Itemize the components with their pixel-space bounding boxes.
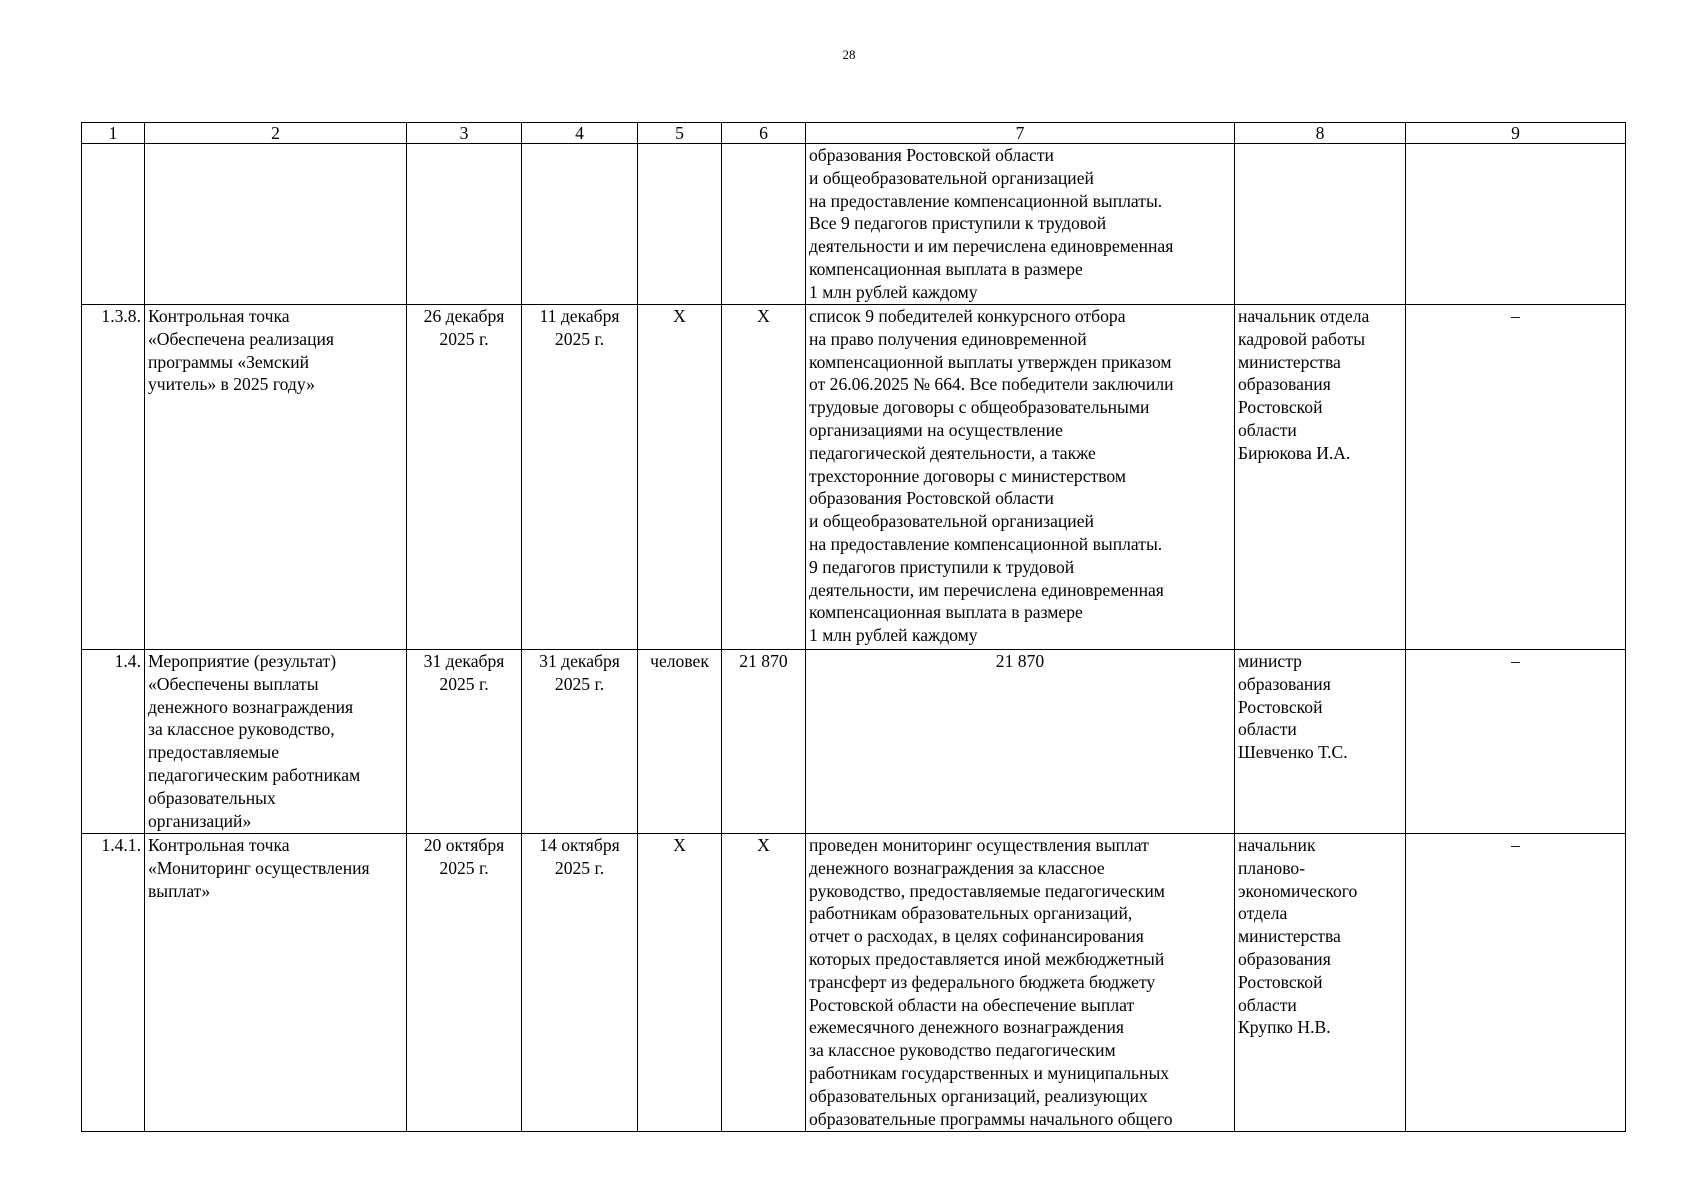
header-row — [82, 123, 1626, 144]
row-responsible: начальник отдела кадровой работы министерства образования Ростовской области Бирюкова И.А. — [1235, 305, 1406, 650]
row-unit: X — [638, 834, 722, 1132]
row-date-fact: 11 декабря 2025 г. — [522, 305, 638, 650]
row-number: 1.4.1. — [82, 834, 145, 1132]
row-value — [722, 144, 806, 305]
row-note: – — [1406, 305, 1626, 650]
header-cell: 7 — [806, 123, 1235, 144]
row-number: 1.3.8. — [82, 305, 145, 650]
row-unit — [638, 144, 722, 305]
header-cell: 1 — [82, 123, 145, 144]
row-name — [145, 144, 407, 305]
header-cell: 4 — [522, 123, 638, 144]
header-cell: 5 — [638, 123, 722, 144]
header-cell: 9 — [1406, 123, 1626, 144]
table-row — [82, 305, 1626, 650]
table-row — [82, 834, 1626, 1132]
row-number — [82, 144, 145, 305]
row-result: 21 870 — [806, 650, 1235, 834]
row-value: X — [722, 305, 806, 650]
header-cell: 2 — [145, 123, 407, 144]
row-note: – — [1406, 650, 1626, 834]
row-unit: X — [638, 305, 722, 650]
row-value: 21 870 — [722, 650, 806, 834]
header-cell: 6 — [722, 123, 806, 144]
row-date-fact: 31 декабря 2025 г. — [522, 650, 638, 834]
row-responsible: начальник планово- экономического отдела министерства образования Ростовской области Крупко Н.В. — [1235, 834, 1406, 1132]
row-date-plan: 31 декабря 2025 г. — [407, 650, 522, 834]
table-row — [82, 144, 1626, 305]
header-cell: 3 — [407, 123, 522, 144]
row-note — [1406, 144, 1626, 305]
row-responsible: министр образования Ростовской области Шевченко Т.С. — [1235, 650, 1406, 834]
report-table — [81, 122, 1626, 1132]
row-value: X — [722, 834, 806, 1132]
row-name: Контрольная точка «Мониторинг осуществления выплат» — [145, 834, 407, 1132]
row-name: Контрольная точка «Обеспечена реализация программы «Земский учитель» в 2025 году» — [145, 305, 407, 650]
row-date-plan: 26 декабря 2025 г. — [407, 305, 522, 650]
row-result: проведен мониторинг осуществления выплат денежного вознаграждения за классное руководство, предоставляемые педагогическим работникам образовательных организаций, отчет о расходах, в целях софинансирования которых предоставляется иной межбюджетный трансферт из федерального бюджета бюджету Ростовской области на обеспечение выплат ежемесячного денежного вознаграждения за классное руководство педагогическим работникам государственных и муниципальных образовательных организаций, реализующих образовательные программы начального общего — [806, 834, 1235, 1132]
row-responsible — [1235, 144, 1406, 305]
row-date-fact: 14 октября 2025 г. — [522, 834, 638, 1132]
row-date-plan: 20 октября 2025 г. — [407, 834, 522, 1132]
row-result: список 9 победителей конкурсного отбора на право получения единовременной компенсационной выплаты утвержден приказом от 26.06.2025 № 664. Все победители заключили трудовые договоры с общеобразовательными организациями на осуществление педагогической деятельности, а также трехсторонние договоры с министерством образования Ростовской области и общеобразовательной организацией на предоставление компенсационной выплаты. 9 педагогов приступили к трудовой деятельности, им перечислена единовременная компенсационная выплата в размере 1 млн рублей каждому — [806, 305, 1235, 650]
row-result: образования Ростовской области и общеобразовательной организацией на предоставление компенсационной выплаты. Все 9 педагогов приступили к трудовой деятельности и им перечислена единовременная компенсационная выплата в размере 1 млн рублей каждому — [806, 144, 1235, 305]
row-date-plan — [407, 144, 522, 305]
row-note: – — [1406, 834, 1626, 1132]
row-date-fact — [522, 144, 638, 305]
table-row — [82, 650, 1626, 834]
page-number: 28 — [842, 47, 856, 62]
row-number: 1.4. — [82, 650, 145, 834]
header-cell: 8 — [1235, 123, 1406, 144]
row-name: Мероприятие (результат) «Обеспечены выплаты денежного вознаграждения за классное руководство, предоставляемые педагогическим работникам образовательных организаций» — [145, 650, 407, 834]
row-unit: человек — [638, 650, 722, 834]
